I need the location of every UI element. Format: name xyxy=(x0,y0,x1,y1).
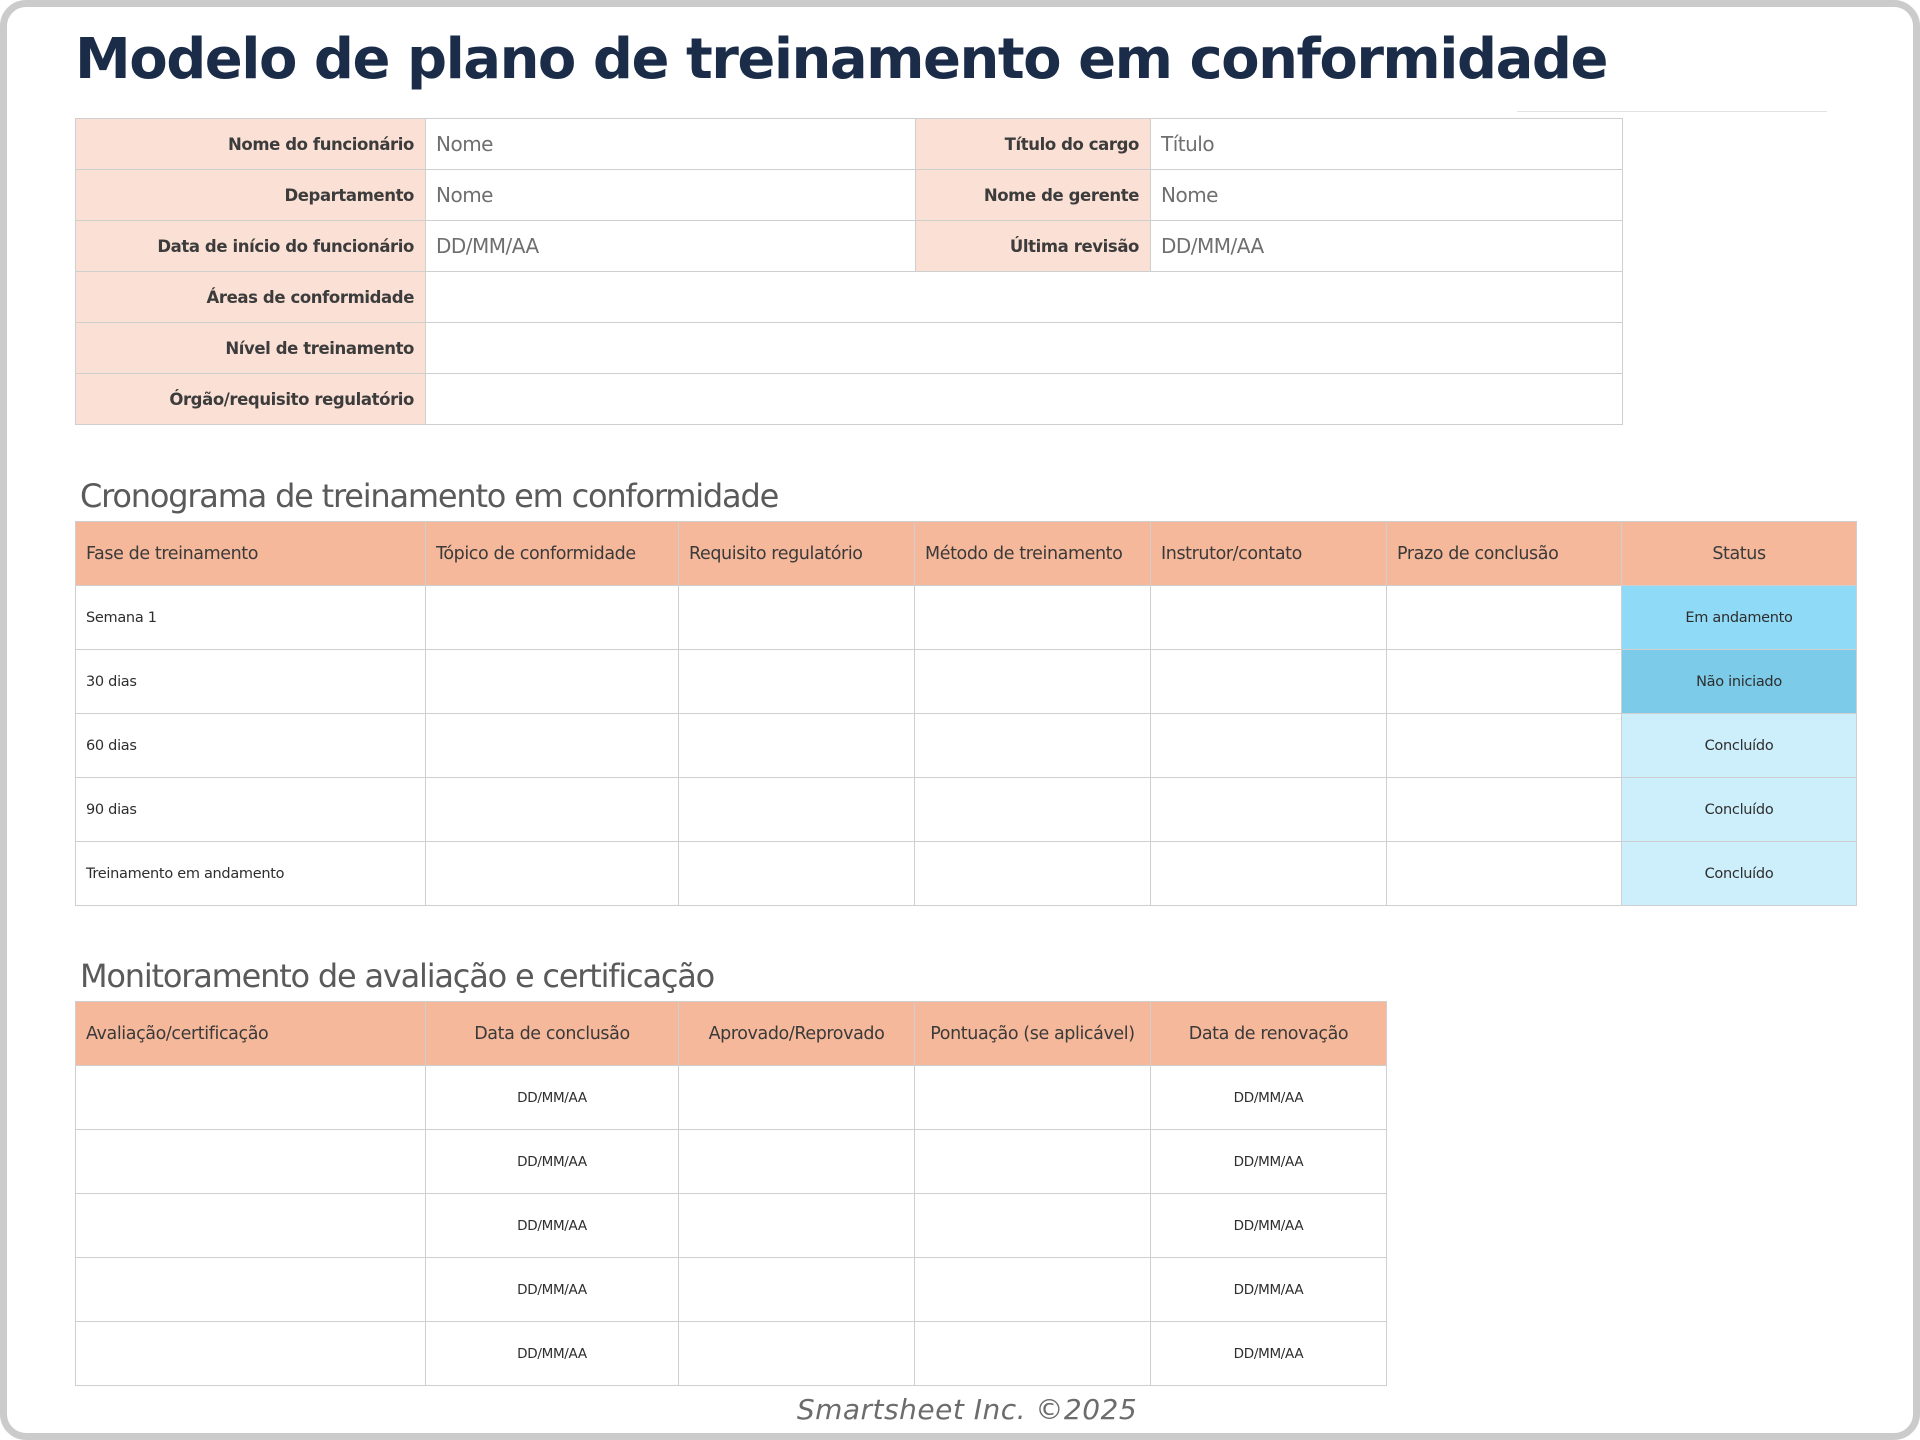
table-row xyxy=(76,1130,1387,1194)
job-title-label: Título do cargo xyxy=(916,119,1151,170)
info-row xyxy=(76,272,1623,323)
topic-cell[interactable] xyxy=(426,714,679,778)
table-row xyxy=(76,714,1857,778)
last-review-field[interactable]: DD/MM/AA xyxy=(1151,221,1623,272)
assessment-section-title: Monitoramento de avaliação e certificação xyxy=(80,957,715,995)
header-status: Status xyxy=(1622,522,1857,586)
info-row xyxy=(76,119,1623,170)
method-cell[interactable] xyxy=(915,842,1151,906)
requirement-cell[interactable] xyxy=(679,842,915,906)
footer-copyright: Smartsheet Inc. ©2025 xyxy=(796,1393,1138,1426)
score-cell[interactable] xyxy=(915,1258,1151,1322)
completion-date-cell[interactable]: DD/MM/AA xyxy=(426,1258,679,1322)
title-divider xyxy=(1517,111,1827,112)
department-field[interactable]: Nome xyxy=(426,170,916,221)
deadline-cell[interactable] xyxy=(1387,586,1622,650)
completion-date-cell[interactable]: DD/MM/AA xyxy=(426,1130,679,1194)
table-row xyxy=(76,650,1857,714)
status-cell[interactable]: Concluído xyxy=(1622,714,1857,778)
requirement-cell[interactable] xyxy=(679,586,915,650)
compliance-areas-field[interactable] xyxy=(426,272,1623,323)
table-row xyxy=(76,1258,1387,1322)
regulatory-field[interactable] xyxy=(426,374,1623,425)
job-title-field[interactable]: Título xyxy=(1151,119,1623,170)
assessment-cell[interactable] xyxy=(76,1130,426,1194)
topic-cell[interactable] xyxy=(426,586,679,650)
schedule-table xyxy=(75,521,1857,906)
completion-date-cell[interactable]: DD/MM/AA xyxy=(426,1322,679,1386)
phase-cell[interactable]: Treinamento em andamento xyxy=(76,842,426,906)
pass-fail-cell[interactable] xyxy=(679,1194,915,1258)
status-cell[interactable]: Concluído xyxy=(1622,778,1857,842)
table-row xyxy=(76,586,1857,650)
assessment-header-row xyxy=(76,1002,1387,1066)
instructor-cell[interactable] xyxy=(1151,842,1387,906)
renewal-date-cell[interactable]: DD/MM/AA xyxy=(1151,1322,1387,1386)
renewal-date-cell[interactable]: DD/MM/AA xyxy=(1151,1258,1387,1322)
header-assessment: Avaliação/certificação xyxy=(76,1002,426,1066)
header-completion-date: Data de conclusão xyxy=(426,1002,679,1066)
deadline-cell[interactable] xyxy=(1387,842,1622,906)
training-level-label: Nível de treinamento xyxy=(76,323,426,374)
pass-fail-cell[interactable] xyxy=(679,1130,915,1194)
manager-label: Nome de gerente xyxy=(916,170,1151,221)
pass-fail-cell[interactable] xyxy=(679,1322,915,1386)
pass-fail-cell[interactable] xyxy=(679,1258,915,1322)
header-topic: Tópico de conformidade xyxy=(426,522,679,586)
table-row xyxy=(76,842,1857,906)
regulatory-label: Órgão/requisito regulatório xyxy=(76,374,426,425)
instructor-cell[interactable] xyxy=(1151,778,1387,842)
instructor-cell[interactable] xyxy=(1151,650,1387,714)
status-cell[interactable]: Concluído xyxy=(1622,842,1857,906)
header-score: Pontuação (se aplicável) xyxy=(915,1002,1151,1066)
employee-info-table xyxy=(75,118,1623,425)
phase-cell[interactable]: 90 dias xyxy=(76,778,426,842)
method-cell[interactable] xyxy=(915,714,1151,778)
assessment-table xyxy=(75,1001,1387,1386)
requirement-cell[interactable] xyxy=(679,778,915,842)
score-cell[interactable] xyxy=(915,1066,1151,1130)
table-row xyxy=(76,1066,1387,1130)
assessment-cell[interactable] xyxy=(76,1066,426,1130)
instructor-cell[interactable] xyxy=(1151,586,1387,650)
deadline-cell[interactable] xyxy=(1387,714,1622,778)
header-phase: Fase de treinamento xyxy=(76,522,426,586)
manager-field[interactable]: Nome xyxy=(1151,170,1623,221)
employee-name-field[interactable]: Nome xyxy=(426,119,916,170)
department-label: Departamento xyxy=(76,170,426,221)
status-cell[interactable]: Em andamento xyxy=(1622,586,1857,650)
renewal-date-cell[interactable]: DD/MM/AA xyxy=(1151,1130,1387,1194)
phase-cell[interactable]: 30 dias xyxy=(76,650,426,714)
phase-cell[interactable]: 60 dias xyxy=(76,714,426,778)
schedule-section-title: Cronograma de treinamento em conformidade xyxy=(80,477,779,515)
header-requirement: Requisito regulatório xyxy=(679,522,915,586)
score-cell[interactable] xyxy=(915,1322,1151,1386)
header-deadline: Prazo de conclusão xyxy=(1387,522,1622,586)
requirement-cell[interactable] xyxy=(679,714,915,778)
info-row xyxy=(76,170,1623,221)
assessment-cell[interactable] xyxy=(76,1258,426,1322)
topic-cell[interactable] xyxy=(426,778,679,842)
renewal-date-cell[interactable]: DD/MM/AA xyxy=(1151,1066,1387,1130)
schedule-header-row xyxy=(76,522,1857,586)
start-date-label: Data de início do funcionário xyxy=(76,221,426,272)
method-cell[interactable] xyxy=(915,586,1151,650)
deadline-cell[interactable] xyxy=(1387,650,1622,714)
topic-cell[interactable] xyxy=(426,842,679,906)
header-method: Método de treinamento xyxy=(915,522,1151,586)
info-row xyxy=(76,374,1623,425)
start-date-field[interactable]: DD/MM/AA xyxy=(426,221,916,272)
renewal-date-cell[interactable]: DD/MM/AA xyxy=(1151,1194,1387,1258)
instructor-cell[interactable] xyxy=(1151,714,1387,778)
table-row xyxy=(76,1194,1387,1258)
status-cell[interactable]: Não iniciado xyxy=(1622,650,1857,714)
info-row xyxy=(76,323,1623,374)
table-row xyxy=(76,1322,1387,1386)
page-title: Modelo de plano de treinamento em conformidade xyxy=(75,27,1607,92)
compliance-areas-label: Áreas de conformidade xyxy=(76,272,426,323)
assessment-cell[interactable] xyxy=(76,1194,426,1258)
training-level-field[interactable] xyxy=(426,323,1623,374)
method-cell[interactable] xyxy=(915,650,1151,714)
last-review-label: Última revisão xyxy=(916,221,1151,272)
employee-name-label: Nome do funcionário xyxy=(76,119,426,170)
completion-date-cell[interactable]: DD/MM/AA xyxy=(426,1066,679,1130)
method-cell[interactable] xyxy=(915,778,1151,842)
assessment-cell[interactable] xyxy=(76,1322,426,1386)
deadline-cell[interactable] xyxy=(1387,778,1622,842)
info-row xyxy=(76,221,1623,272)
completion-date-cell[interactable]: DD/MM/AA xyxy=(426,1194,679,1258)
header-instructor: Instrutor/contato xyxy=(1151,522,1387,586)
header-pass-fail: Aprovado/Reprovado xyxy=(679,1002,915,1066)
score-cell[interactable] xyxy=(915,1194,1151,1258)
pass-fail-cell[interactable] xyxy=(679,1066,915,1130)
table-row xyxy=(76,778,1857,842)
requirement-cell[interactable] xyxy=(679,650,915,714)
topic-cell[interactable] xyxy=(426,650,679,714)
score-cell[interactable] xyxy=(915,1130,1151,1194)
phase-cell[interactable]: Semana 1 xyxy=(76,586,426,650)
header-renewal-date: Data de renovação xyxy=(1151,1002,1387,1066)
